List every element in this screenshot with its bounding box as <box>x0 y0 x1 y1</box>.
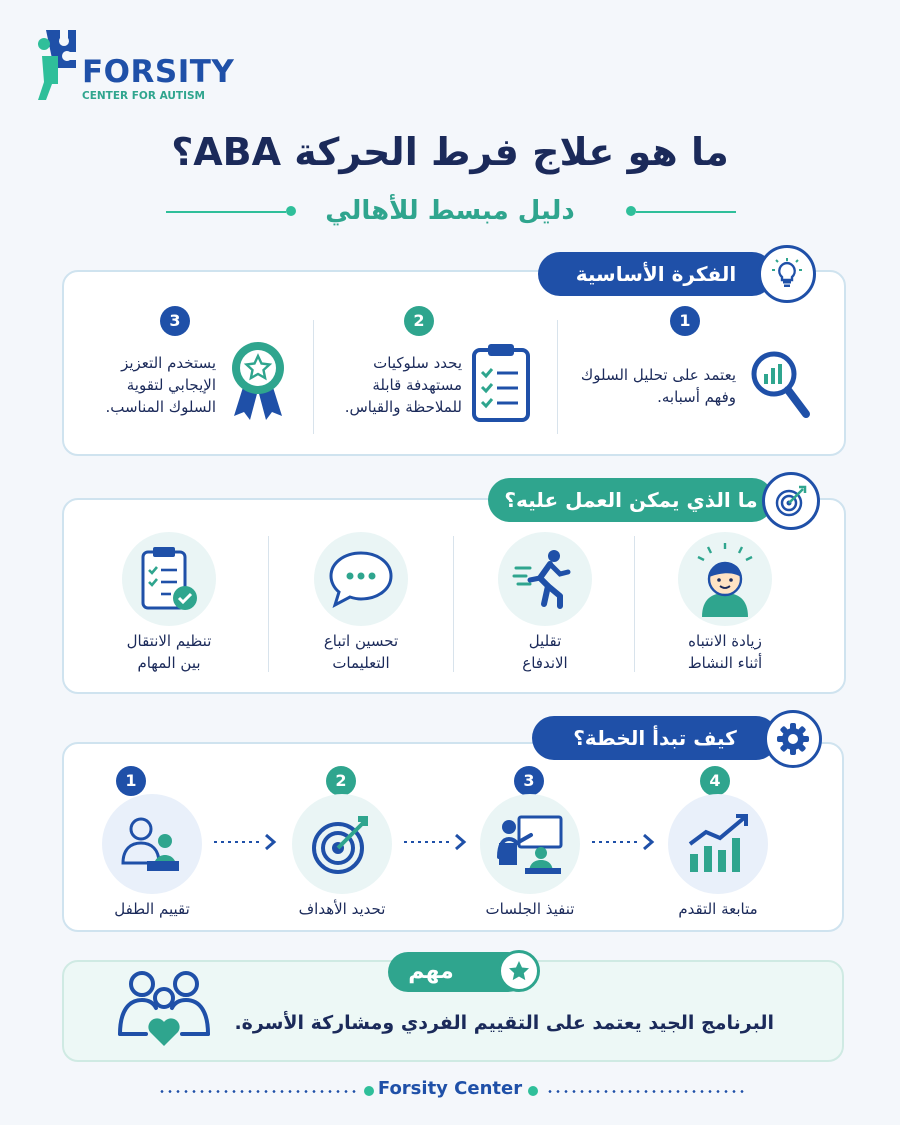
footer-dots-right <box>546 1090 746 1093</box>
subtitle-line-right <box>636 211 736 213</box>
page-title: ما هو علاج فرط الحركة ABA؟ <box>171 130 729 174</box>
plan-step-1-label: تقييم الطفل <box>114 900 190 918</box>
core-idea-item-3-text: يستخدم التعزيز الإيجابي لتقوية السلوك المناسب. <box>105 354 216 416</box>
section-work-areas-heading: ما الذي يمكن العمل عليه؟ <box>488 478 774 522</box>
work-area-4-text <box>94 630 244 674</box>
chat-bubble-icon <box>314 532 408 626</box>
plan-step-2-label: تحديد الأهداف <box>298 900 386 918</box>
important-label: مهم <box>388 952 528 992</box>
step-arrow <box>592 832 658 852</box>
divider <box>313 320 314 434</box>
core-idea-item-1-text: يعتمد على تحليل السلوك وفهم أسبابه. <box>580 366 736 406</box>
plan-step-number-2: 2 <box>326 766 356 796</box>
plan-step-number-1: 1 <box>116 766 146 796</box>
footer-text: Forsity Center <box>377 1078 523 1099</box>
plan-step-3-label: تنفيذ الجلسات <box>485 900 575 918</box>
assessment-people-icon <box>102 794 202 894</box>
work-area-1-line-1: زيادة الانتباه <box>688 632 762 650</box>
family-heart-icon <box>116 968 212 1052</box>
section-core-idea-heading: الفكرة الأساسية <box>538 252 774 296</box>
footer <box>0 1078 900 1104</box>
step-arrow <box>214 832 280 852</box>
subtitle-dot-right <box>626 206 636 216</box>
work-area-1-line-2: أثناء النشاط <box>687 654 763 672</box>
clipboard-checklist-icon <box>470 342 532 426</box>
brand-name: FORSITY <box>82 54 235 90</box>
core-idea-item-2-text: يحدد سلوكيات مستهدفة قابلة للملاحظة والقياس. <box>344 354 462 416</box>
work-area-3-line-2: التعليمات <box>332 654 390 672</box>
divider <box>557 320 558 434</box>
award-ribbon-icon <box>226 338 290 426</box>
teaching-board-icon <box>480 794 580 894</box>
lightbulb-icon <box>758 245 816 303</box>
brand-tagline: CENTER FOR AUTISM <box>82 90 205 102</box>
divider <box>453 536 454 672</box>
target-icon <box>762 472 820 530</box>
section-plan-steps-heading: كيف تبدأ الخطة؟ <box>532 716 778 760</box>
step-number-1: 1 <box>670 306 700 336</box>
footer-dot-right <box>528 1086 538 1096</box>
work-area-4-line-2: بين المهام <box>137 654 201 672</box>
work-area-2-text <box>470 630 620 674</box>
important-text: البرنامج الجيد يعتمد على التقييم الفردي ومشاركة الأسرة. <box>234 1012 774 1034</box>
growth-chart-icon <box>668 794 768 894</box>
magnifier-chart-icon <box>748 346 816 426</box>
child-face-icon <box>678 532 772 626</box>
running-person-icon <box>498 532 592 626</box>
checklist-approved-icon <box>122 532 216 626</box>
divider <box>634 536 635 672</box>
plan-step-number-3: 3 <box>514 766 544 796</box>
divider <box>268 536 269 672</box>
star-icon <box>498 950 540 992</box>
brand-logo <box>36 26 235 106</box>
plan-step-4-label: متابعة التقدم <box>678 900 758 918</box>
work-area-2-line-2: الاندفاع <box>522 654 568 672</box>
work-area-1-text <box>650 630 800 674</box>
work-area-2-line-1: تقليل <box>528 632 562 650</box>
subtitle-row <box>0 196 900 232</box>
gear-icon <box>764 710 822 768</box>
goal-target-icon <box>292 794 392 894</box>
step-number-3: 3 <box>160 306 190 336</box>
puzzle-figure-icon <box>36 26 82 102</box>
step-number-2: 2 <box>404 306 434 336</box>
plan-step-number-4: 4 <box>700 766 730 796</box>
work-area-4-line-1: تنظيم الانتقال <box>126 632 212 650</box>
page-subtitle: دليل مبسط للأهالي <box>325 196 575 226</box>
work-area-3-text <box>286 630 436 674</box>
step-arrow <box>404 832 470 852</box>
work-area-3-line-1: تحسين اتباع <box>323 632 399 650</box>
